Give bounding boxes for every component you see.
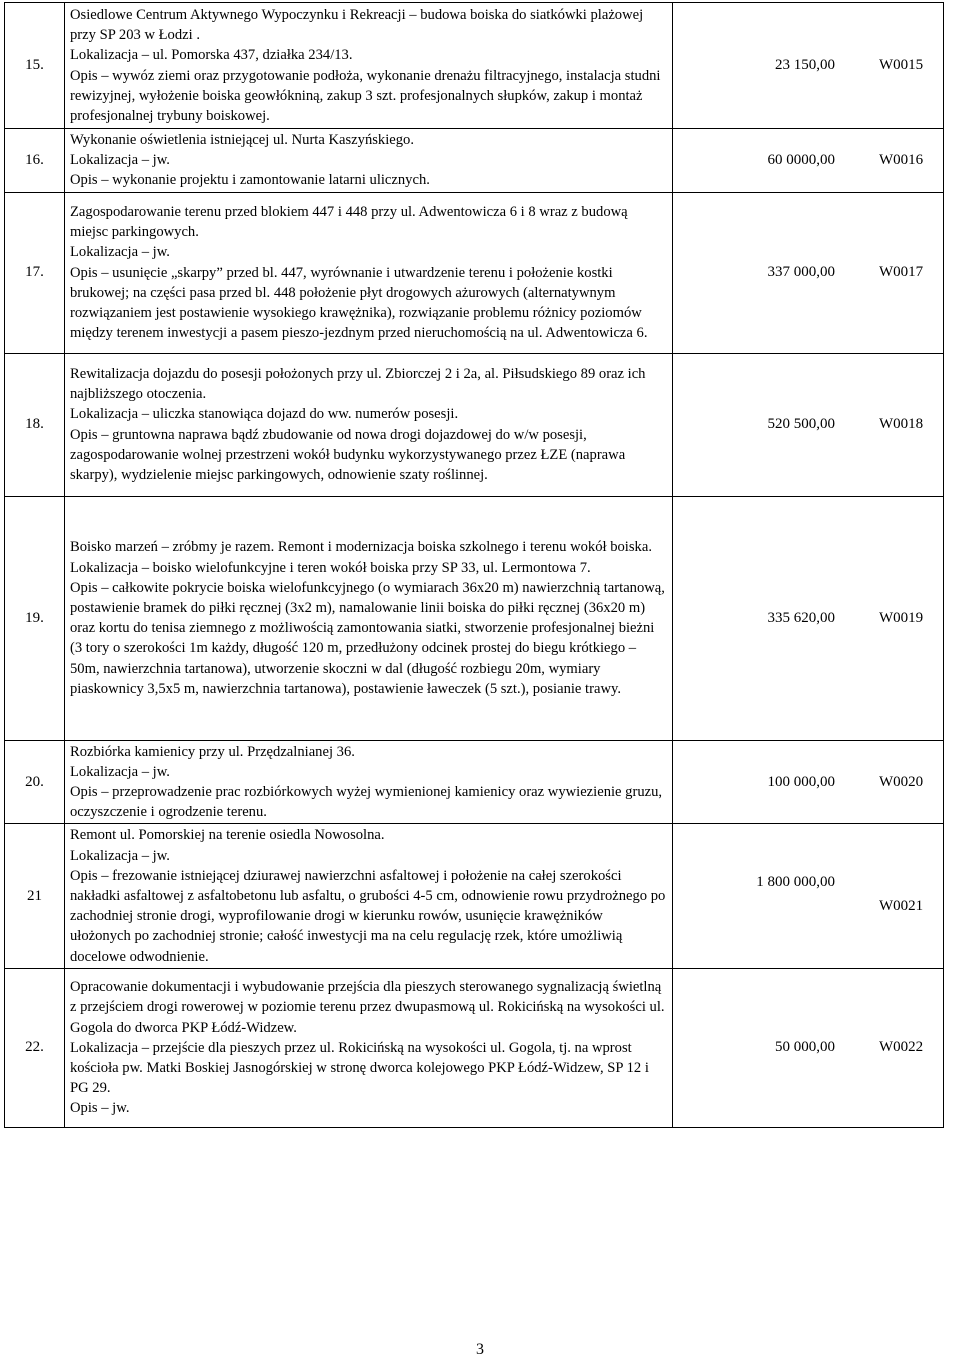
project-scope: Opis – gruntowna naprawa bądź zbudowanie od nowa drogi dojazdowej do w/w posesji, zagospodarowanie wolnej przestrzeni wokół budynku wykorzystywanego przez ŁZE (naprawa skarpy), wydzielenie miejsc parkingowych, odnowienie szaty roślinnej. <box>70 426 626 484</box>
amount-cell <box>673 3 944 129</box>
scope-label: Opis <box>70 264 98 281</box>
scope-label: Opis <box>70 1100 98 1117</box>
project-scope: Opis – wywóz ziemi oraz przygotowanie podłoża, wykonanie drenażu filtracyjnego, instalacja studni rewizyjnej, wyłożenie boiska geowłókniną, zakup 3 szt. profesjonalnych słupków, zakup i montaż profesjonalnej trybuny boiskowej. <box>70 67 661 124</box>
project-code: W0018 <box>879 416 924 433</box>
project-location: Lokalizacja – przejście dla pieszych przez ul. Rokicińską na wysokości ul. Gogola, tj. na wprost kościoła pw. Matki Boskiej Jasnogórskiej w stronę dworca kolejowego PKP Łódź-Widzew, SP 12 i PG 29. <box>70 1039 649 1097</box>
project-title: Osiedlowe Centrum Aktywnego Wypoczynku i Rekreacji – budowa boiska do siatkówki plażowej przy SP 203 w Łodzi . <box>70 6 644 44</box>
location-label: Lokalizacja <box>70 244 139 261</box>
project-title: Boisko marzeń – zróbmy je razem. Remont i modernizacja boiska szkolnego i terenu wokół boiska. <box>70 539 652 556</box>
amount-cell <box>673 968 944 1127</box>
budget-table <box>4 2 944 1128</box>
project-title: Remont ul. Pomorskiej na terenie osiedla Nowosolna. <box>70 827 385 844</box>
project-description <box>65 968 673 1127</box>
page-number: 3 <box>476 1341 484 1358</box>
project-location: Lokalizacja – jw. <box>70 244 170 261</box>
project-description <box>65 824 673 968</box>
row-number: 18. <box>5 353 65 496</box>
project-code: W0017 <box>879 264 924 281</box>
project-title: Rozbiórka kamienicy przy ul. Przędzalnianej 36. <box>70 743 355 760</box>
amount-value: 23 150,00 <box>775 57 835 73</box>
project-scope: Opis – jw. <box>70 1100 130 1117</box>
location-label: Lokalizacja <box>70 1039 139 1056</box>
table-row <box>5 129 944 193</box>
project-location: Lokalizacja – uliczka stanowiąca dojazd do ww. numerów posesji. <box>70 406 459 423</box>
project-code: W0021 <box>879 897 924 914</box>
row-number: 22. <box>5 968 65 1127</box>
project-code: W0022 <box>879 1039 924 1056</box>
amount-cell <box>673 129 944 193</box>
project-description <box>65 3 673 129</box>
project-scope: Opis – całkowite pokrycie boiska wielofunkcyjnego (o wymiarach 36x20 m) nawierzchnią tartanową, postawienie bramek do piłki ręcznej (3x2 m), namalowanie linii boiska do piłki ręcznej (36x20 m) oraz kortu do tenisa ziemnego z możliwością zamontowania siatki, stworzenie profesjonalnej bieżni (3 tory o szerokości 1m każdy, długość 120 m, przedłużony odcinek prostej do biegu krótkiego – 50m, nawierzchnia tartanowa), utworzenie skoczni w dal (długość rozbiegu 20m, wymiary piaskownicy 3,5x5 m, nawierzchnia tartanowa), postawienie ławeczek (5 szt.), posianie trawy. <box>70 579 665 697</box>
amount-value: 50 000,00 <box>775 1039 835 1056</box>
table-row <box>5 496 944 740</box>
table-row <box>5 192 944 353</box>
table-row <box>5 740 944 824</box>
project-code: W0015 <box>879 57 924 73</box>
location-label: Lokalizacja <box>70 406 139 423</box>
project-description <box>65 129 673 193</box>
row-number: 21 <box>5 824 65 968</box>
project-code: W0019 <box>879 609 924 626</box>
amount-cell <box>673 740 944 824</box>
project-location: Lokalizacja – ul. Pomorska 437, działka 234/13. <box>70 47 353 64</box>
row-number: 15. <box>5 3 65 129</box>
amount-cell <box>673 353 944 496</box>
amount-value: 1 800 000,00 <box>756 873 835 890</box>
project-title: Rewitalizacja dojazdu do posesji położonych przy ul. Zbiorczej 2 i 2a, al. Piłsudskiego 89 oraz ich najbliższego otoczenia. <box>70 366 646 403</box>
amount-value: 337 000,00 <box>767 264 835 281</box>
row-number: 16. <box>5 129 65 193</box>
project-description <box>65 740 673 824</box>
table-row <box>5 824 944 968</box>
location-label: Lokalizacja <box>70 847 139 864</box>
scope-label: Opis <box>70 867 98 884</box>
project-title: Opracowanie dokumentacji i wybudowanie przejścia dla pieszych sterowanego sygnalizacją świetlną z przejściem drogi rowerowej w poziomie terenu przez dwupasmową ul. Rokicińską na wysokości ul. Gogola do dworca PKP Łódź-Widzew. <box>70 979 665 1036</box>
project-code: W0016 <box>879 151 924 168</box>
project-location: Lokalizacja – jw. <box>70 847 170 864</box>
project-scope: Opis – usunięcie „skarpy” przed bl. 447, wyrównanie i utwardzenie terenu i położenie kostki brukowej; na części pasa przed bl. 448 położenie płyt drogowych ażurowych (alternatywnym rozwiązaniem jest postawienie wysokiego krawężnika), rozwiązanie problemu różnicy poziomów między terenem inwestycji a pasem pieszo-jezdnym przed nieruchomością na ul. Adwentowicza 6. <box>70 264 648 342</box>
scope-label: Opis <box>70 426 98 443</box>
scope-label: Opis <box>70 784 98 801</box>
table-row <box>5 968 944 1127</box>
project-location: Lokalizacja – boisko wielofunkcyjne i teren wokół boiska przy SP 33, ul. Lermontowa 7. <box>70 559 591 576</box>
row-number: 17. <box>5 192 65 353</box>
project-scope: Opis – przeprowadzenie prac rozbiórkowych wyżej wymienionej kamienicy oraz wywiezienie gruzu, oczyszczenie i ogrodzenie terenu. <box>70 784 663 821</box>
project-title: Wykonanie oświetlenia istniejącej ul. Nurta Kaszyńskiego. <box>70 132 415 148</box>
scope-label: Opis <box>70 67 98 84</box>
project-location: Lokalizacja – jw. <box>70 152 170 169</box>
row-number: 19. <box>5 496 65 740</box>
project-location: Lokalizacja – jw. <box>70 763 170 780</box>
table-row <box>5 353 944 496</box>
scope-label: Opis <box>70 172 98 189</box>
amount-cell <box>673 824 944 968</box>
location-label: Lokalizacja <box>70 47 139 64</box>
location-label: Lokalizacja <box>70 152 139 169</box>
amount-value: 520 500,00 <box>767 416 835 433</box>
project-description <box>65 496 673 740</box>
scope-label: Opis <box>70 579 98 596</box>
amount-cell <box>673 192 944 353</box>
project-code: W0020 <box>879 773 924 790</box>
amount-cell <box>673 496 944 740</box>
project-scope: Opis – frezowanie istniejącej dziurawej nawierzchni asfaltowej i położenie na całej szerokości nakładki asfaltowej z asfaltobetonu lub asfaltu, o grubości 4-5 cm, odnowienie rowu przydrożnego po zachodniej stronie drogi, wyprofilowanie drogi w kierunku rowów, usunięcie krawężników ułożonych po zachodniej stronie; całość inwestycji ma na celu regulację rzek, które umożliwią docelowe odwodnienie. <box>70 867 666 965</box>
amount-value: 100 000,00 <box>767 773 835 790</box>
row-number: 20. <box>5 740 65 824</box>
project-description <box>65 353 673 496</box>
amount-value: 335 620,00 <box>767 609 835 626</box>
project-title: Zagospodarowanie terenu przed blokiem 447 i 448 przy ul. Adwentowicza 6 i 8 wraz z budową miejsc parkingowych. <box>70 203 628 241</box>
location-label: Lokalizacja <box>70 763 139 780</box>
project-scope: Opis – wykonanie projektu i zamontowanie latarni ulicznych. <box>70 172 430 189</box>
location-label: Lokalizacja <box>70 559 139 576</box>
table-row <box>5 3 944 129</box>
amount-value: 60 0000,00 <box>767 151 835 168</box>
project-description <box>65 192 673 353</box>
